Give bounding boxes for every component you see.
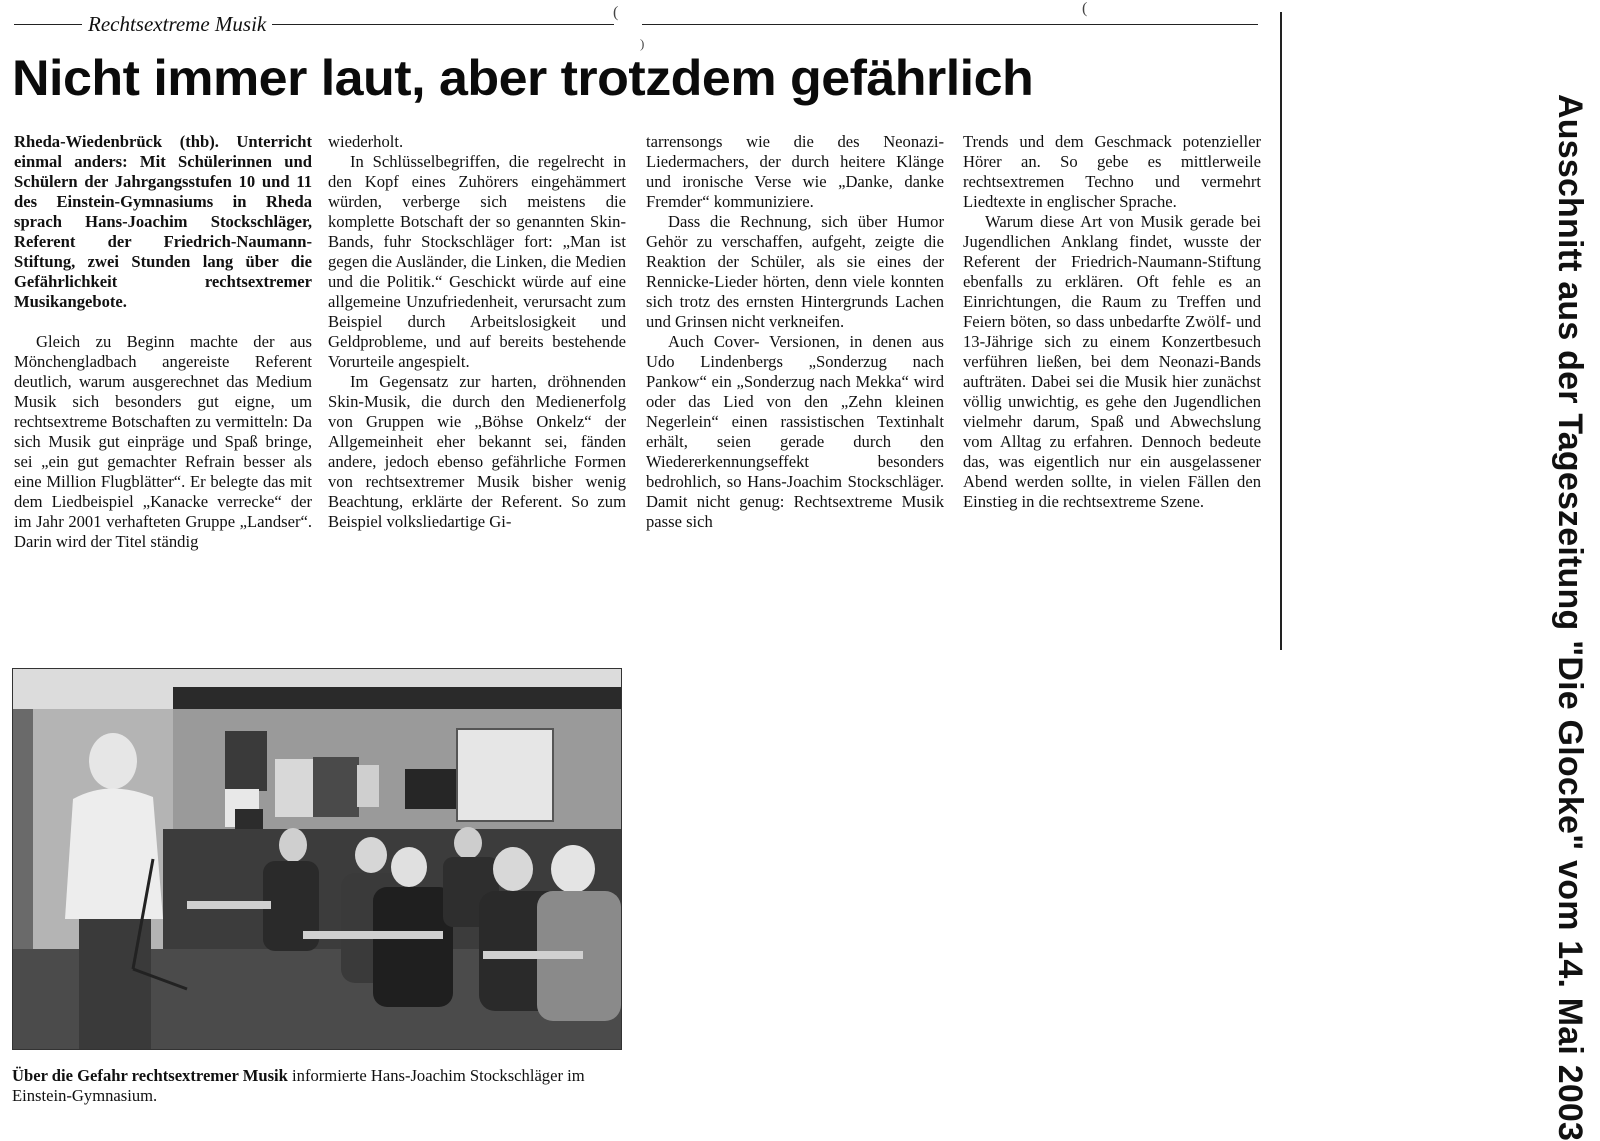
fold-mark: ( <box>613 4 619 21</box>
photo-caption <box>12 1066 632 1106</box>
article-paragraph: In Schlüsselbegriffen, die regelrecht in den Kopf eines Zuhörers eingehämmert würden, verberge sich meistens die komplette Botschaft der so genannten Skin-Bands, fuhr Stockschläger fort: „Man ist gegen die Ausländer, die Linken, die Medien und die Politik.“ Geschickt würde auf eine allgemeine Unzufriedenheit, verursacht zum Beispiel durch Arbeitslosigkeit und Geldprobleme, und auf bereits bestehende Vorurteile angespielt. <box>328 152 626 371</box>
article-paragraph: Im Gegensatz zur harten, dröhnenden Skin-Musik, die durch den Medienerfolg von Gruppen wie „Böhse Onkelz“ der Allgemeinheit eher bekannt sei, fänden andere, jedoch ebenso gefährliche Formen von rechtsextremer Musik bisher wenig Beachtung, erklärte der Referent. So zum Beispiel volksliedartige Gi- <box>328 372 626 531</box>
section-kicker: Rechtsextreme Musik <box>82 10 272 38</box>
article-paragraph: Trends und dem Geschmack potenzieller Hörer an. So gebe es mittlerweile rechtsextremen Techno und vermehrt Liedtexte in englischer Sprache. <box>963 132 1261 211</box>
fold-mark: ( <box>1082 0 1088 17</box>
column-rule <box>1280 12 1282 650</box>
article-headline: Nicht immer laut, aber trotzdem gefährlich <box>12 50 1034 106</box>
article-paragraph: Auch Cover- Versionen, in denen aus Udo Lindenbergs „Sonderzug nach Pankow“ ein „Sonderzug nach Mekka“ wird oder das Lied von den „Zehn kleinen Negerlein“ einen rassistischen Textinhalt erhält, seien gerade durch den Wiedererkennungseffekt besonders bedrohlich, so Hans-Joachim Stockschläger. Damit nicht genug: Rechtsextreme Musik passe sich <box>646 332 944 531</box>
fold-mark: ) <box>640 36 645 51</box>
caption-lead: Über die Gefahr rechtsextremer Musik <box>12 1066 288 1085</box>
article-column-1 <box>14 132 312 552</box>
kicker-row <box>14 10 1258 40</box>
kicker-rule-right <box>642 24 1258 25</box>
article-photo <box>12 668 622 1050</box>
source-note: Ausschnitt aus der Tageszeitung "Die Glocke" vom 14. Mai 2003 <box>1551 94 1589 1141</box>
article-lead: Rheda-Wiedenbrück (thb). Unterricht einmal anders: Mit Schülerinnen und Schülern der Jahrgangsstufen 10 und 11 des Einstein-Gymnasiums in Rheda sprach Hans-Joachim Stockschläger, Referent der Friedrich-Naumann-Stiftung, zwei Stunden lang über die Gefährlichkeit rechtsextremer Musikangebote. <box>14 132 312 311</box>
article-paragraph: Gleich zu Beginn machte der aus Mönchengladbach angereiste Referent deutlich, warum ausgerechnet das Medium Musik sich besonders gut eigne, um rechtsextreme Botschaften zu vermitteln: Da sich Musik gut einpräge und Spaß bringe, sei „ein gut gemachter Refrain besser als eine Million Flugblätter“. Er belegte das mit dem Liedbeispiel „Kanacke verrecke“ der im Jahr 2001 verhafteten Gruppe „Landser“. Darin wird der Titel ständig <box>14 332 312 551</box>
caption-text: informierte Hans-Joachim Stockschläger im Einstein-Gymnasium. <box>12 1066 585 1105</box>
article-paragraph: Warum diese Art von Musik gerade bei Jugendlichen Anklang findet, wusste der Referent der Friedrich-Naumann-Stiftung ebenfalls zu erklären. Oft fehle es an Einrichtungen, die Raum zu Treffen und Feiern böten, so dass unbedarfte Zwölf- und 13-Jährige sich zu einem Konzertbesuch verführen ließen, bei dem Neonazi-Bands aufträten. Dabei sei die Musik hier zunächst völlig unwichtig, es gehe den Jugendlichen vielmehr darum, Spaß und Abwechslung vom Alltag zu erfahren. Dennoch bedeute das, was eigentlich nur ein ausgelassener Abend werden sollte, in vielen Fällen den Einstieg in die rechtsextreme Szene. <box>963 212 1261 511</box>
article-paragraph: wiederholt. <box>328 132 404 151</box>
article-paragraph: tarrensongs wie die des Neonazi-Liedermachers, der durch heitere Klänge und ironische Verse wie „Danke, danke Fremder“ kommuniziere. <box>646 132 944 211</box>
article-column-2 <box>328 132 626 532</box>
article-paragraph: Dass die Rechnung, sich über Humor Gehör zu verschaffen, aufgeht, zeigte die Reaktion der Schüler, als sie eines der Rennicke-Lieder hörten, denn viele konnten sich trotz des ernsten Hintergrunds Lachen und Grinsen nicht verkneifen. <box>646 212 944 331</box>
article-column-3 <box>646 132 944 532</box>
article-column-4 <box>963 132 1261 512</box>
classroom-photo-image <box>13 669 621 1049</box>
